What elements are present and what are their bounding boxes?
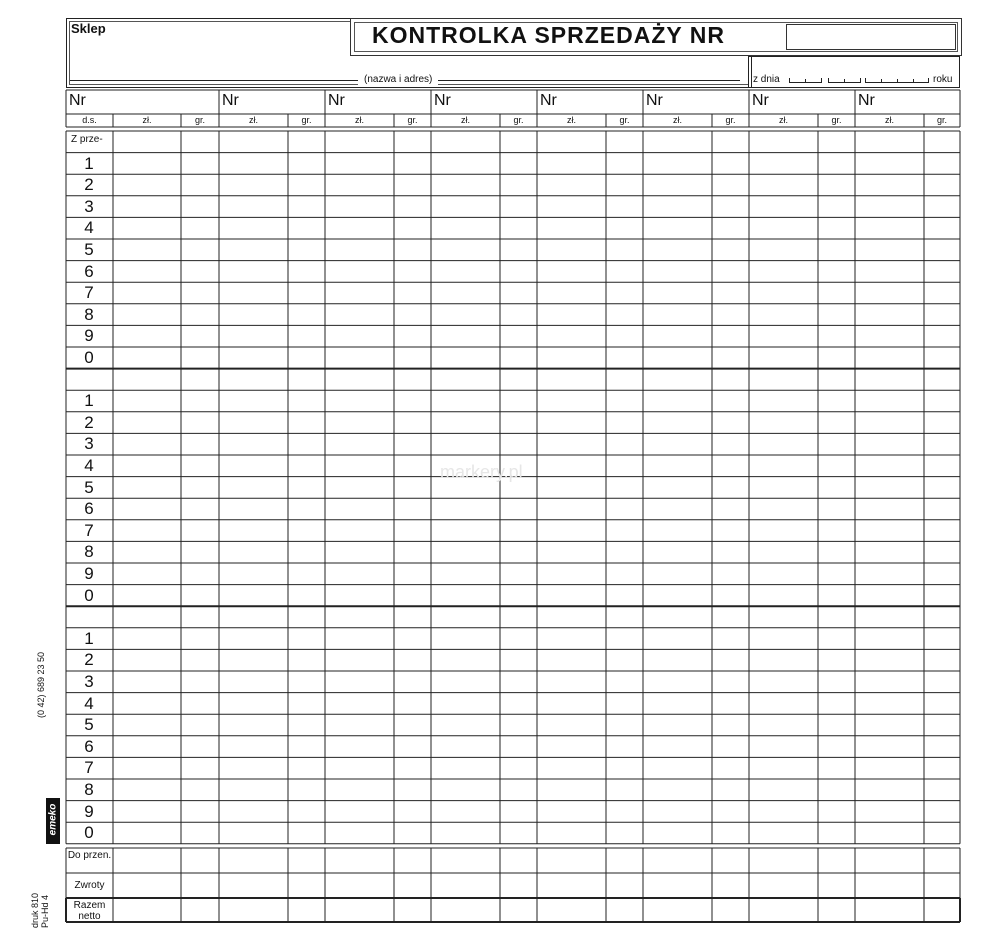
emeko-logo (46, 798, 60, 844)
denomination-digit: 3 (84, 434, 94, 454)
column-header-nr: Nr (858, 92, 875, 109)
date-prefix: z dnia (753, 74, 780, 85)
denomination-digit: 6 (84, 736, 94, 756)
denomination-digit: 1 (84, 391, 94, 411)
subheader-ds: d.s. (82, 115, 97, 125)
subheader-zl: zł. (142, 115, 152, 125)
subheader-gr: gr. (619, 115, 630, 125)
subheader-zl: zł. (885, 115, 894, 125)
subheader-gr: gr. (831, 115, 842, 125)
phone-number: (0 42) 689 23 50 (36, 651, 46, 718)
denomination-digit: 6 (84, 261, 94, 281)
denomination-digit: 8 (84, 780, 94, 799)
subheader-gr: gr. (301, 115, 312, 125)
subheader-zl: zł. (567, 115, 576, 125)
denomination-digit: 0 (84, 585, 94, 605)
column-header-nr: Nr (69, 92, 86, 109)
subheader-zl: zł. (355, 115, 364, 125)
denomination-digit: 2 (84, 650, 94, 670)
subheader-gr: gr. (513, 115, 524, 125)
denomination-digit: 7 (84, 283, 94, 303)
denomination-digit: 3 (84, 672, 94, 691)
column-header-nr: Nr (328, 92, 345, 109)
column-header-nr: Nr (540, 92, 557, 109)
denomination-digit: 3 (84, 196, 94, 216)
column-header-nr: Nr (434, 92, 451, 109)
print-code-2: Pu-Hd 4 (40, 894, 50, 928)
column-header-nr: Nr (646, 92, 663, 109)
address-hint: (nazwa i adres) (358, 74, 438, 85)
denomination-digit: 4 (84, 693, 94, 713)
denomination-digit: 9 (84, 326, 94, 346)
subheader-gr: gr. (936, 115, 947, 125)
subheader-gr: gr. (725, 115, 736, 125)
denomination-digit: 5 (84, 715, 94, 735)
shop-label: Sklep (71, 21, 106, 36)
date-suffix: roku (933, 74, 953, 85)
footer-net-total: Razem netto (73, 900, 106, 922)
denomination-digit: 7 (84, 758, 94, 778)
denomination-digit: 2 (84, 412, 94, 432)
print-code (30, 893, 50, 928)
column-header-nr: Nr (222, 92, 239, 109)
logo-text: emeko (47, 803, 59, 836)
subheader-zl: zł. (779, 115, 788, 125)
watermark: markery.pl (440, 462, 523, 482)
form-title: KONTROLKA SPRZEDAŻY NR (372, 22, 725, 48)
subheader-gr: gr. (407, 115, 418, 125)
subheader-zl: zł. (249, 115, 258, 125)
column-header-nr: Nr (752, 92, 769, 109)
denomination-digit: 2 (84, 175, 94, 195)
denomination-digit: 0 (84, 348, 94, 367)
denomination-digit: 5 (84, 240, 94, 259)
subheader-zl: zł. (461, 115, 470, 125)
footer-returns: Zwroty (74, 880, 105, 891)
denomination-digit: 9 (84, 564, 94, 583)
denomination-digit: 1 (84, 153, 94, 173)
denomination-digit: 6 (84, 499, 94, 519)
denomination-digit: 8 (84, 304, 94, 324)
denomination-digit: 1 (84, 628, 94, 648)
denomination-digit: 7 (84, 520, 94, 540)
subheader-gr: gr. (194, 115, 205, 125)
print-code-1: druk 810 (30, 892, 40, 928)
denomination-digit: 4 (84, 456, 94, 475)
denomination-digit: 5 (84, 477, 94, 497)
subheader-zl: zł. (673, 115, 682, 125)
footer-carry-forward: Do przen. (67, 850, 112, 861)
denomination-digit: 8 (84, 542, 94, 562)
denomination-digit: 4 (84, 218, 94, 238)
carry-over-label: Z prze- (71, 134, 103, 145)
denomination-digit: 9 (84, 801, 94, 821)
denomination-digit: 0 (84, 823, 94, 843)
